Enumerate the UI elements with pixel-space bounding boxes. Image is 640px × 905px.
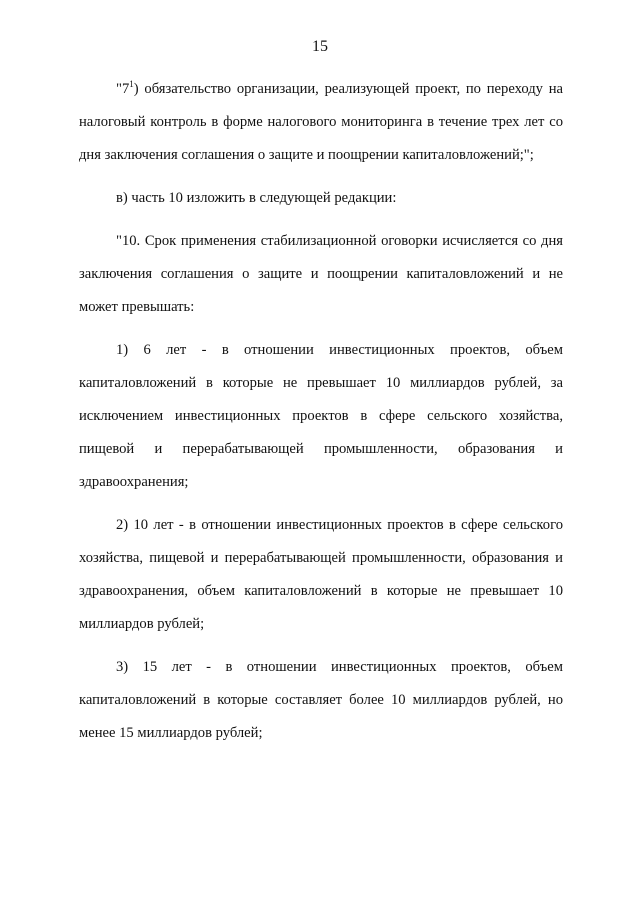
paragraph-prefix: "7 bbox=[116, 81, 130, 97]
superscript-index: 1 bbox=[129, 79, 134, 90]
paragraph-part-10: "10. Срок применения стабилизационной оговорки исчисляется со дня заключения соглашения о защите и поощрении капиталовложений и не может превышать: bbox=[79, 233, 563, 315]
paragraph-text: ) обязательство организации, реализующей проект, по переходу на налоговый контроль в форме налогового мониторинга в течение трех лет со дня заключения соглашения о защите и поощрении капиталовложений;"; bbox=[79, 81, 563, 163]
paragraph-item-v: в) часть 10 изложить в следующей редакции: bbox=[116, 190, 397, 206]
list-item-1: 1) 6 лет - в отношении инвестиционных проектов, объем капиталовложений в которые не превышает 10 миллиардов рублей, за исключением инвестиционных проектов в сфере сельского хозяйства, пищевой и перерабатывающей промышленности, образования и здравоохранения; bbox=[79, 342, 563, 490]
page-number: 15 bbox=[312, 38, 328, 55]
list-item-3: 3) 15 лет - в отношении инвестиционных проектов, объем капиталовложений в которые составляет более 10 миллиардов рублей, но менее 15 миллиардов рублей; bbox=[79, 659, 563, 741]
document-body bbox=[79, 73, 563, 750]
list-item-2: 2) 10 лет - в отношении инвестиционных проектов в сфере сельского хозяйства, пищевой и перерабатывающей промышленности, образования и здравоохранения, объем капиталовложений в которые не превышает 10 миллиардов рублей; bbox=[79, 517, 563, 632]
paragraph-7-1 bbox=[79, 73, 563, 172]
